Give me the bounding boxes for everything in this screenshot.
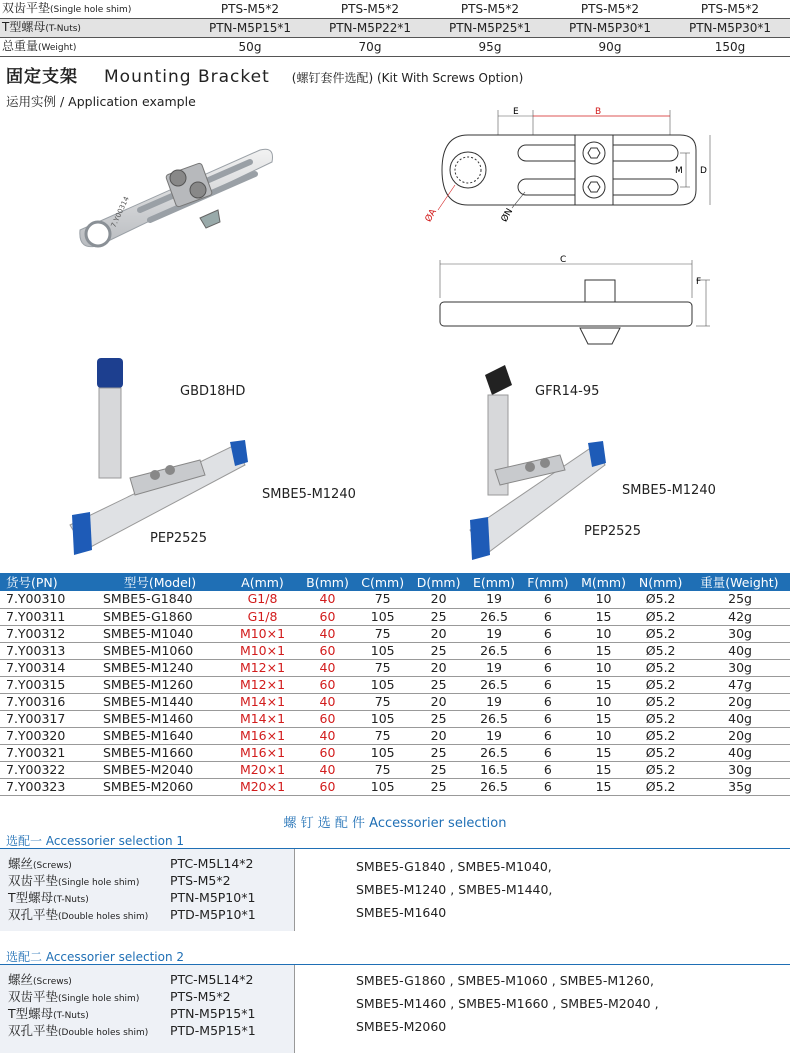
table-header-row — [0, 573, 790, 591]
selection-2-items — [0, 965, 295, 1053]
table-cell: 60 — [300, 744, 355, 761]
cell: PTS-M5*2 — [430, 0, 550, 19]
compatible-models-line: SMBE5-G1860 , SMBE5-M1060 , SMBE5-M1260, — [356, 973, 654, 988]
table-cell: 20 — [410, 591, 467, 608]
table-cell: Ø5.2 — [633, 744, 689, 761]
application-example-label: 运用实例 / Application example — [6, 94, 196, 109]
table-cell: 19 — [467, 727, 521, 744]
table-cell: 47g — [689, 676, 790, 693]
column-header: F(mm) — [521, 573, 574, 591]
accessory-item: T型螺母(T-Nuts) PTN-M5P15*1 — [8, 1006, 256, 1021]
table-cell: 10 — [575, 693, 633, 710]
dim-d-label: D — [700, 166, 707, 176]
dim-m-label: M — [675, 166, 683, 176]
accessory-item: 螺丝(Screws) PTC-M5L14*2 — [8, 972, 254, 987]
accessory-item: 双齿平垫(Single hole shim) PTS-M5*2 — [8, 989, 231, 1004]
table-cell: 26.5 — [467, 642, 521, 659]
selection-2-models — [356, 969, 659, 1038]
table-cell: 60 — [300, 642, 355, 659]
table-row — [0, 608, 790, 625]
column-header: 型号(Model) — [95, 573, 225, 591]
table-cell: 26.5 — [467, 676, 521, 693]
side-view-drawing — [420, 250, 720, 350]
table-cell: Ø5.2 — [633, 659, 689, 676]
cell: PTS-M5*2 — [670, 0, 790, 19]
table-cell: SMBE5-G1840 — [95, 591, 225, 608]
model-spec-table — [0, 573, 790, 796]
table-cell: 10 — [575, 659, 633, 676]
accessory-item: 双孔平垫(Double holes shim) PTD-M5P15*1 — [8, 1023, 256, 1038]
top-view-drawing — [400, 100, 730, 230]
column-header: A(mm) — [225, 573, 300, 591]
table-cell: SMBE5-M1240 — [95, 659, 225, 676]
accessory-section-title: 螺 钉 选 配 件 Accessorier selection — [283, 816, 507, 831]
table-cell: G1/8 — [225, 608, 300, 625]
table-cell: 105 — [355, 744, 410, 761]
column-header: M(mm) — [575, 573, 633, 591]
heading-cn: 固定支架 — [6, 67, 78, 87]
table-cell: 75 — [355, 761, 410, 778]
table-cell: SMBE5-M2040 — [95, 761, 225, 778]
table-cell: 7.Y00317 — [0, 710, 95, 727]
table-cell: 19 — [467, 591, 521, 608]
table-cell: 20 — [410, 727, 467, 744]
table-cell: 25 — [410, 744, 467, 761]
table-cell: 35g — [689, 778, 790, 795]
table-row — [0, 591, 790, 608]
selection-1-box — [0, 848, 790, 930]
table-cell: M10×1 — [225, 642, 300, 659]
table-cell: 6 — [521, 710, 574, 727]
column-header: B(mm) — [300, 573, 355, 591]
table-cell: 105 — [355, 608, 410, 625]
selection-2-box — [0, 964, 790, 1052]
column-header: D(mm) — [410, 573, 467, 591]
table-cell: Ø5.2 — [633, 693, 689, 710]
cell: 90g — [550, 38, 670, 57]
column-header: C(mm) — [355, 573, 410, 591]
table-cell: SMBE5-M2060 — [95, 778, 225, 795]
table-cell: 7.Y00322 — [0, 761, 95, 778]
compatible-models-line: SMBE5-M2060 — [356, 1019, 447, 1034]
table-cell: 7.Y00311 — [0, 608, 95, 625]
table-cell: Ø5.2 — [633, 761, 689, 778]
cell: PTN-M5P30*1 — [670, 19, 790, 38]
table-cell: 75 — [355, 693, 410, 710]
table-cell: SMBE5-M1060 — [95, 642, 225, 659]
table-row — [0, 19, 790, 38]
cell: PTN-M5P15*1 — [190, 19, 310, 38]
table-row — [0, 761, 790, 778]
table-cell: 15 — [575, 642, 633, 659]
table-cell: 75 — [355, 659, 410, 676]
table-row — [0, 778, 790, 795]
table-cell: 30g — [689, 625, 790, 642]
column-header: 重量(Weight) — [689, 573, 790, 591]
table-cell: Ø5.2 — [633, 676, 689, 693]
table-cell: G1/8 — [225, 591, 300, 608]
table-cell: 16.5 — [467, 761, 521, 778]
table-row — [0, 693, 790, 710]
table-cell: 105 — [355, 676, 410, 693]
table-row — [0, 625, 790, 642]
table-cell: 10 — [575, 727, 633, 744]
table-cell: 19 — [467, 659, 521, 676]
table-cell: 6 — [521, 778, 574, 795]
callout-smbe-right: SMBE5-M1240 — [622, 483, 716, 498]
accessory-item: T型螺母(T-Nuts) PTN-M5P10*1 — [8, 890, 256, 905]
table-cell: SMBE5-M1440 — [95, 693, 225, 710]
table-cell: 7.Y00321 — [0, 744, 95, 761]
accessory-item: 双齿平垫(Single hole shim) PTS-M5*2 — [8, 873, 231, 888]
dim-a-label: ØA — [423, 207, 439, 224]
table-cell: 15 — [575, 676, 633, 693]
top-spec-table — [0, 0, 790, 57]
table-cell: 7.Y00320 — [0, 727, 95, 744]
table-cell: Ø5.2 — [633, 642, 689, 659]
table-cell: 40 — [300, 625, 355, 642]
table-cell: 40g — [689, 642, 790, 659]
table-cell: 25 — [410, 676, 467, 693]
table-cell: 40 — [300, 591, 355, 608]
accessory-item: 双孔平垫(Double holes shim) PTD-M5P10*1 — [8, 907, 256, 922]
table-cell: 60 — [300, 710, 355, 727]
cell: 150g — [670, 38, 790, 57]
table-cell: 15 — [575, 778, 633, 795]
table-row — [0, 38, 790, 57]
table-row — [0, 676, 790, 693]
table-cell: Ø5.2 — [633, 608, 689, 625]
table-cell: M10×1 — [225, 625, 300, 642]
section-heading — [6, 62, 523, 87]
table-cell: 15 — [575, 710, 633, 727]
table-cell: 40g — [689, 710, 790, 727]
callout-gfr: GFR14-95 — [535, 384, 600, 399]
table-cell: 75 — [355, 591, 410, 608]
table-cell: 25 — [410, 778, 467, 795]
table-cell: M16×1 — [225, 727, 300, 744]
cell: 95g — [430, 38, 550, 57]
table-cell: 20g — [689, 693, 790, 710]
table-cell: 7.Y00316 — [0, 693, 95, 710]
table-cell: 75 — [355, 625, 410, 642]
table-cell: 6 — [521, 761, 574, 778]
table-cell: 10 — [575, 591, 633, 608]
table-row — [0, 0, 790, 19]
table-cell: SMBE5-M1640 — [95, 727, 225, 744]
table-cell: 25 — [410, 642, 467, 659]
table-cell: 25 — [410, 761, 467, 778]
cell: PTN-M5P30*1 — [550, 19, 670, 38]
table-cell: 105 — [355, 778, 410, 795]
table-cell: 25 — [410, 710, 467, 727]
table-cell: 30g — [689, 761, 790, 778]
selection-1-models — [356, 855, 552, 924]
compatible-models-line: SMBE5-M1460 , SMBE5-M1660 , SMBE5-M2040 , — [356, 996, 659, 1011]
selection-1-items — [0, 849, 295, 931]
accessory-item: 螺丝(Screws) PTC-M5L14*2 — [8, 856, 254, 871]
table-cell: 40 — [300, 659, 355, 676]
table-cell: 6 — [521, 693, 574, 710]
table-cell: 7.Y00313 — [0, 642, 95, 659]
table-cell: 15 — [575, 761, 633, 778]
table-cell: Ø5.2 — [633, 591, 689, 608]
table-cell: 19 — [467, 693, 521, 710]
table-cell: 20 — [410, 625, 467, 642]
table-cell: 10 — [575, 625, 633, 642]
heading-option: (螺钉套件选配) (Kit With Screws Option) — [291, 71, 524, 85]
cell: 50g — [190, 38, 310, 57]
table-cell: 6 — [521, 727, 574, 744]
table-cell: M16×1 — [225, 744, 300, 761]
heading-en: Mounting Bracket — [104, 67, 270, 87]
table-cell: Ø5.2 — [633, 778, 689, 795]
table-row — [0, 710, 790, 727]
table-cell: M12×1 — [225, 659, 300, 676]
table-cell: 6 — [521, 642, 574, 659]
cell: PTS-M5*2 — [310, 0, 430, 19]
table-cell: 30g — [689, 659, 790, 676]
selection-1-title: 选配一 Accessorier selection 1 — [6, 834, 185, 848]
table-cell: 105 — [355, 642, 410, 659]
column-header: N(mm) — [633, 573, 689, 591]
table-cell: 60 — [300, 608, 355, 625]
table-cell: 7.Y00312 — [0, 625, 95, 642]
dim-c-label: C — [560, 255, 567, 265]
cell: PTS-M5*2 — [190, 0, 310, 19]
column-header: E(mm) — [467, 573, 521, 591]
table-row — [0, 642, 790, 659]
column-header: 货号(PN) — [0, 573, 95, 591]
table-cell: M14×1 — [225, 710, 300, 727]
table-cell: 6 — [521, 676, 574, 693]
table-cell: 60 — [300, 676, 355, 693]
table-cell: M20×1 — [225, 761, 300, 778]
table-cell: M12×1 — [225, 676, 300, 693]
cell: PTN-M5P25*1 — [430, 19, 550, 38]
bracket-photo — [60, 110, 290, 260]
table-cell: Ø5.2 — [633, 710, 689, 727]
table-cell: 15 — [575, 744, 633, 761]
selection-2-title: 选配二 Accessorier selection 2 — [6, 950, 185, 964]
table-row — [0, 744, 790, 761]
table-cell: SMBE5-M1040 — [95, 625, 225, 642]
row-label: 总重量(Weight) — [0, 38, 190, 57]
table-cell: 25g — [689, 591, 790, 608]
table-cell: 7.Y00310 — [0, 591, 95, 608]
table-cell: SMBE5-M1460 — [95, 710, 225, 727]
cell: PTS-M5*2 — [550, 0, 670, 19]
compatible-models-line: SMBE5-M1640 — [356, 905, 447, 920]
dim-b-label: B — [595, 107, 602, 117]
table-cell: SMBE5-G1860 — [95, 608, 225, 625]
table-cell: Ø5.2 — [633, 625, 689, 642]
table-cell: 26.5 — [467, 744, 521, 761]
cell: 70g — [310, 38, 430, 57]
compatible-models-line: SMBE5-G1840 , SMBE5-M1040, — [356, 859, 552, 874]
table-row — [0, 659, 790, 676]
table-row — [0, 727, 790, 744]
compatible-models-line: SMBE5-M1240 , SMBE5-M1440, — [356, 882, 553, 897]
table-cell: 20 — [410, 693, 467, 710]
table-cell: 105 — [355, 710, 410, 727]
table-cell: 6 — [521, 608, 574, 625]
row-label: 双齿平垫(Single hole shim) — [0, 0, 190, 19]
callout-pep-right: PEP2525 — [584, 524, 641, 539]
callout-gbd: GBD18HD — [180, 384, 246, 399]
table-cell: 26.5 — [467, 608, 521, 625]
callout-pep-left: PEP2525 — [150, 531, 207, 546]
table-cell: 7.Y00315 — [0, 676, 95, 693]
table-cell: 6 — [521, 591, 574, 608]
table-cell: 20g — [689, 727, 790, 744]
table-cell: 26.5 — [467, 778, 521, 795]
table-cell: M20×1 — [225, 778, 300, 795]
table-cell: 6 — [521, 744, 574, 761]
dim-n-label: ØN — [499, 206, 516, 224]
table-cell: 40 — [300, 727, 355, 744]
row-label: T型螺母(T-Nuts) — [0, 19, 190, 38]
table-cell: 19 — [467, 625, 521, 642]
table-cell: 6 — [521, 625, 574, 642]
table-cell: 40 — [300, 693, 355, 710]
dim-e-label: E — [513, 107, 519, 117]
table-cell: 75 — [355, 727, 410, 744]
table-cell: 42g — [689, 608, 790, 625]
table-cell: 26.5 — [467, 710, 521, 727]
table-cell: 60 — [300, 778, 355, 795]
table-cell: 6 — [521, 659, 574, 676]
cell: PTN-M5P22*1 — [310, 19, 430, 38]
table-cell: Ø5.2 — [633, 727, 689, 744]
table-cell: 20 — [410, 659, 467, 676]
table-cell: 25 — [410, 608, 467, 625]
table-cell: M14×1 — [225, 693, 300, 710]
table-cell: 15 — [575, 608, 633, 625]
table-cell: SMBE5-M1660 — [95, 744, 225, 761]
table-cell: 40 — [300, 761, 355, 778]
table-cell: SMBE5-M1260 — [95, 676, 225, 693]
table-cell: 7.Y00323 — [0, 778, 95, 795]
dim-f-label: F — [696, 277, 702, 287]
table-cell: 40g — [689, 744, 790, 761]
part-mark: 7.Y00314 — [109, 195, 131, 229]
table-cell: 7.Y00314 — [0, 659, 95, 676]
callout-smbe-left: SMBE5-M1240 — [262, 487, 356, 502]
